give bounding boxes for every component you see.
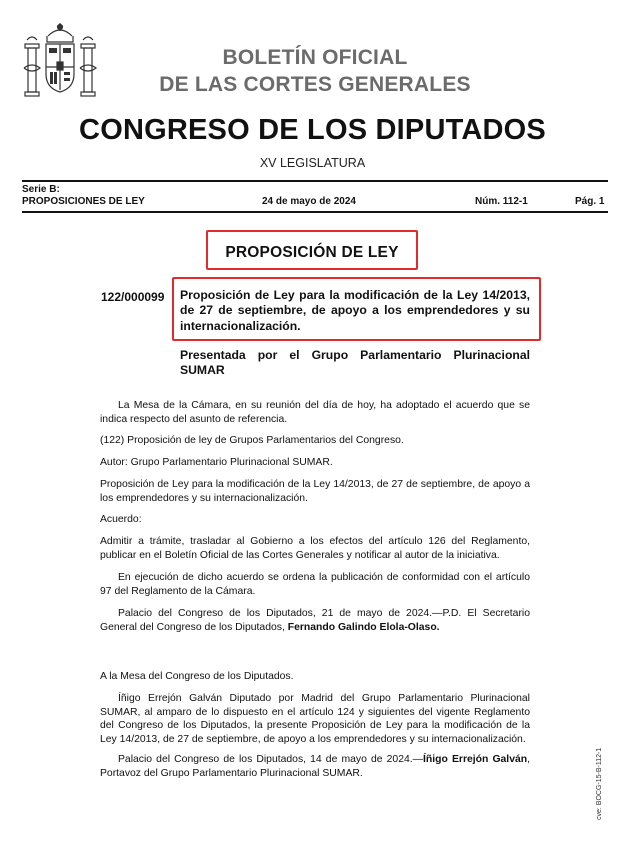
file-number: 122/000099 — [101, 290, 165, 304]
serie-name: PROPOSICIONES DE LEY — [22, 196, 145, 207]
signature-text: Palacio del Congreso de los Diputados, 21 de mayo de 2024.—P.D. El Secretario General del Congreso de los Diputados, — [100, 608, 530, 633]
serie-label: Serie B: — [22, 184, 60, 195]
signature-text: Palacio del Congreso de los Diputados, 14 de mayo de 2024.— — [118, 754, 424, 765]
header-divider-bottom — [22, 211, 608, 213]
boletin-title — [120, 44, 510, 98]
boletin-title-line1: BOLETÍN OFICIAL — [222, 46, 408, 69]
coat-of-arms-icon — [20, 22, 100, 104]
publication-date: 24 de mayo de 2024 — [262, 196, 356, 207]
header-divider-top — [22, 180, 608, 182]
cve-code: cve: BOCG-15-B-112-1 — [596, 747, 603, 820]
body-paragraph: A la Mesa del Congreso de los Diputados. — [100, 671, 294, 682]
boletin-title-line2: DE LAS CORTES GENERALES — [159, 73, 471, 96]
proposal-title: Proposición de Ley para la modificación de la Ley 14/2013, de 27 de septiembre, de apoyo a los emprendedores y su internacionalización. — [180, 288, 530, 333]
signature-paragraph — [100, 607, 530, 634]
signatory-name: Íñigo Errejón Galván — [423, 754, 528, 765]
body-paragraph: (122) Proposición de ley de Grupos Parlamentarios del Congreso. — [100, 435, 404, 446]
body-paragraph: Autor: Grupo Parlamentario Plurinacional SUMAR. — [100, 457, 333, 468]
body-paragraph: Acuerdo: — [100, 514, 142, 525]
body-paragraph: En ejecución de dicho acuerdo se ordena la publicación de conformidad con el artículo 97 del Reglamento de la Cámara. — [100, 572, 530, 597]
legislature-label: XV LEGISLATURA — [259, 156, 366, 170]
body-paragraph: Admitir a trámite, trasladar al Gobierno a los efectos del artículo 126 del Reglamento, publicar en el Boletín Oficial de las Cortes Generales y notificar al autor de la iniciativa. — [100, 536, 530, 561]
chamber-title: CONGRESO DE LOS DIPUTADOS — [79, 114, 546, 146]
page-number: Pág. 1 — [575, 196, 605, 207]
signature-tail: , Portavoz del Grupo Parlamentario Plurinacional SUMAR. — [100, 754, 530, 779]
signature-paragraph — [100, 753, 530, 780]
signatory-name: Fernando Galindo Elola-Olaso. — [287, 621, 440, 633]
body-paragraph: Proposición de Ley para la modificación de la Ley 14/2013, de 27 de septiembre, de apoyo a los emprendedores y su internacionalización. — [100, 479, 530, 504]
body-paragraph: Íñigo Errejón Galván Diputado por Madrid del Grupo Parlamentario Plurinacional SUMAR, al amparo de lo dispuesto en el artículo 124 y siguientes del vigente Reglamento del Congreso de los Diputados, la presente Proposición de Ley para la modificación de la Ley 14/2013, de 27 de septiembre, de apoyo a los emprendedores y su internacionalización. — [100, 693, 530, 745]
issue-number: Núm. 112-1 — [475, 196, 528, 207]
body-paragraph: La Mesa de la Cámara, en su reunión del día de hoy, ha adoptado el acuerdo que se indica respecto del asunto de referencia. — [100, 400, 530, 425]
presented-by: Presentada por el Grupo Parlamentario Plurinacional SUMAR — [180, 348, 530, 378]
section-title: PROPOSICIÓN DE LEY — [225, 244, 399, 261]
